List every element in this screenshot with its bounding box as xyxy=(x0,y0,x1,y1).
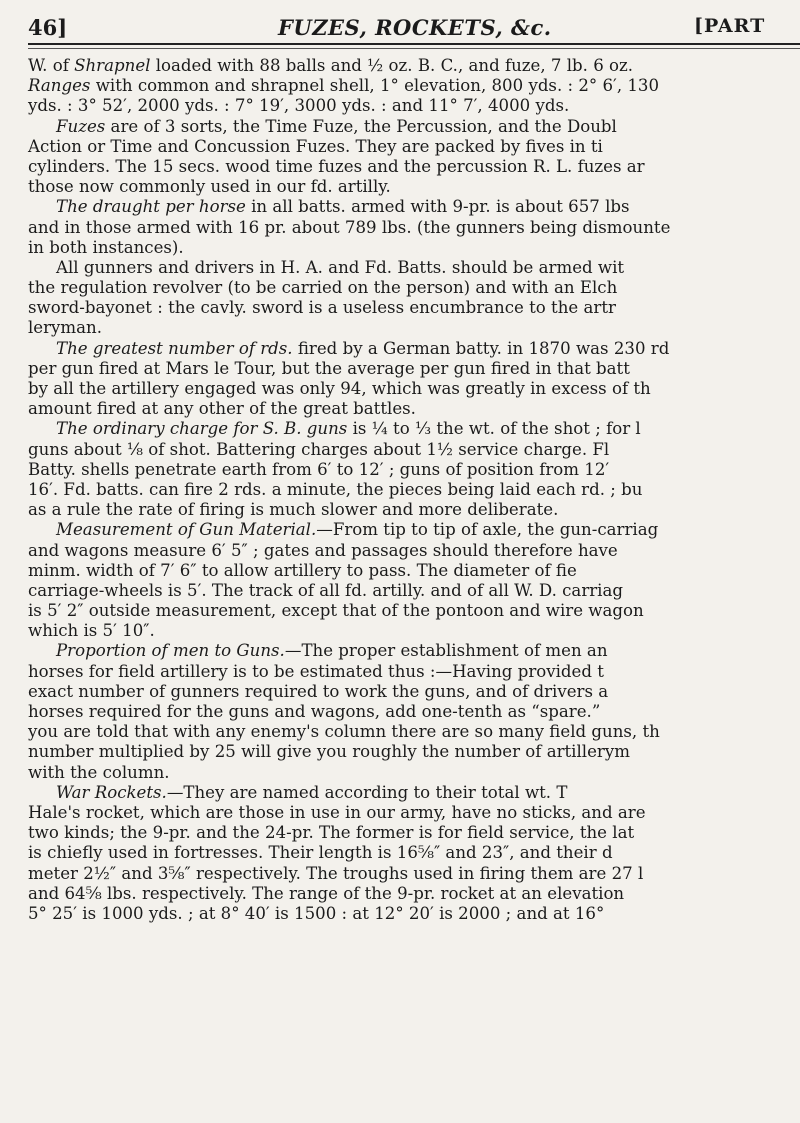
text-line: 5° 25′ is 1000 yds. ; at 8° 40′ is 1500 : at 12° 20′ is 2000 ; and at 16° xyxy=(28,903,605,923)
text-line: Fuzes are of 3 sorts, the Time Fuze, the Percussion, and the Doubl xyxy=(56,116,617,136)
text-line: W. of Shrapnel loaded with 88 balls and ½ oz. B. C., and fuze, 7 lb. 6 oz. xyxy=(28,56,634,75)
text-line: exact number of gunners required to work the guns, and of drivers a xyxy=(28,681,609,701)
text-line: and 64⅝ lbs. respectively. The range of the 9-pr. rocket at an elevation xyxy=(28,883,625,903)
text-line: two kinds; the 9-pr. and the 24-pr. The former is for field service, the lat xyxy=(28,823,635,843)
header-rule xyxy=(28,43,800,45)
text-line: meter 2½″ and 3⅝″ respectively. The troughs used in firing them are 27 l xyxy=(28,863,644,883)
text-line: as a rule the rate of firing is much slower and more deliberate. xyxy=(28,500,559,520)
text-line: by all the artillery engaged was only 94, which was greatly in excess of th xyxy=(28,379,651,398)
text-line: amount fired at any other of the great battles. xyxy=(28,399,416,419)
text-line: the regulation revolver (to be carried on the person) and with an Elch xyxy=(28,278,618,298)
body-text xyxy=(28,56,800,924)
running-title: FUZES, ROCKETS, &c. xyxy=(278,15,552,40)
text-line: carriage-wheels is 5′. The track of all fd. artilly. and of all W. D. carriag xyxy=(28,580,624,600)
text-line: Hale's rocket, which are those in use in our army, have no sticks, and are xyxy=(28,802,646,822)
text-line: War Rockets.—They are named according to their total wt. T xyxy=(56,782,568,802)
text-line: and wagons measure 6′ 5″ ; gates and passages should therefore have xyxy=(28,540,618,560)
text-line: Proportion of men to Guns.—The proper establishment of men an xyxy=(56,641,608,661)
text-line: is chiefly used in fortresses. Their length is 16⅝″ and 23″, and their d xyxy=(28,843,613,863)
text-line: minm. width of 7′ 6″ to allow artillery to pass. The diameter of fie xyxy=(28,560,577,580)
text-line: The ordinary charge for S. B. guns is ¼ to ⅓ the wt. of the shot ; for l xyxy=(56,419,641,439)
text-line: you are told that with any enemy's column there are so many field guns, th xyxy=(28,722,660,742)
text-line: The draught per horse in all batts. armed with 9-pr. is about 657 lbs xyxy=(56,197,630,217)
header-rule-thin xyxy=(28,48,800,49)
page-number: 46] xyxy=(28,15,68,40)
text-line: Measurement of Gun Material.—From tip to tip of axle, the gun-carriag xyxy=(56,520,659,540)
text-line: Batty. shells penetrate earth from 6′ to 12′ ; guns of position from 12′ xyxy=(28,459,610,479)
text-line: cylinders. The 15 secs. wood time fuzes and the percussion R. L. fuzes ar xyxy=(28,156,645,176)
text-line: All gunners and drivers in H. A. and Fd. Batts. should be armed wit xyxy=(56,257,625,277)
text-line: Action or Time and Concussion Fuzes. They are packed by fives in ti xyxy=(28,136,603,156)
text-line: guns about ⅛ of shot. Battering charges about 1½ service charge. Fl xyxy=(28,439,610,459)
text-line: yds. : 3° 52′, 2000 yds. : 7° 19′, 3000 yds. : and 11° 7′, 4000 yds. xyxy=(28,96,570,116)
text-line: which is 5′ 10″. xyxy=(28,621,155,641)
text-line: horses required for the guns and wagons, add one-tenth as “spare.” xyxy=(28,702,601,721)
text-line: 16′. Fd. batts. can fire 2 rds. a minute, the pieces being laid each rd. ; bu xyxy=(28,479,643,499)
text-line: leryman. xyxy=(28,318,103,338)
part-label: [PART xyxy=(694,15,766,37)
text-line: Ranges with common and shrapnel shell, 1° elevation, 800 yds. : 2° 6′, 130 xyxy=(28,76,660,96)
text-line: horses for field artillery is to be estimated thus :—Having provided t xyxy=(28,661,604,681)
text-line: in both instances). xyxy=(28,237,184,257)
text-line: is 5′ 2″ outside measurement, except that of the pontoon and wire wagon xyxy=(28,601,644,621)
text-line: with the column. xyxy=(28,762,170,782)
text-line: and in those armed with 16 pr. about 789 lbs. (the gunners being dismounte xyxy=(28,217,671,237)
text-line: sword-bayonet : the cavly. sword is a useless encumbrance to the artr xyxy=(28,298,616,318)
text-line: those now commonly used in our fd. artilly. xyxy=(28,177,391,197)
text-line: The greatest number of rds. fired by a German batty. in 1870 was 230 rd xyxy=(56,338,670,358)
text-line: per gun fired at Mars le Tour, but the average per gun fired in that batt xyxy=(28,358,630,378)
text-line: number multiplied by 25 will give you roughly the number of artillerym xyxy=(28,742,630,762)
